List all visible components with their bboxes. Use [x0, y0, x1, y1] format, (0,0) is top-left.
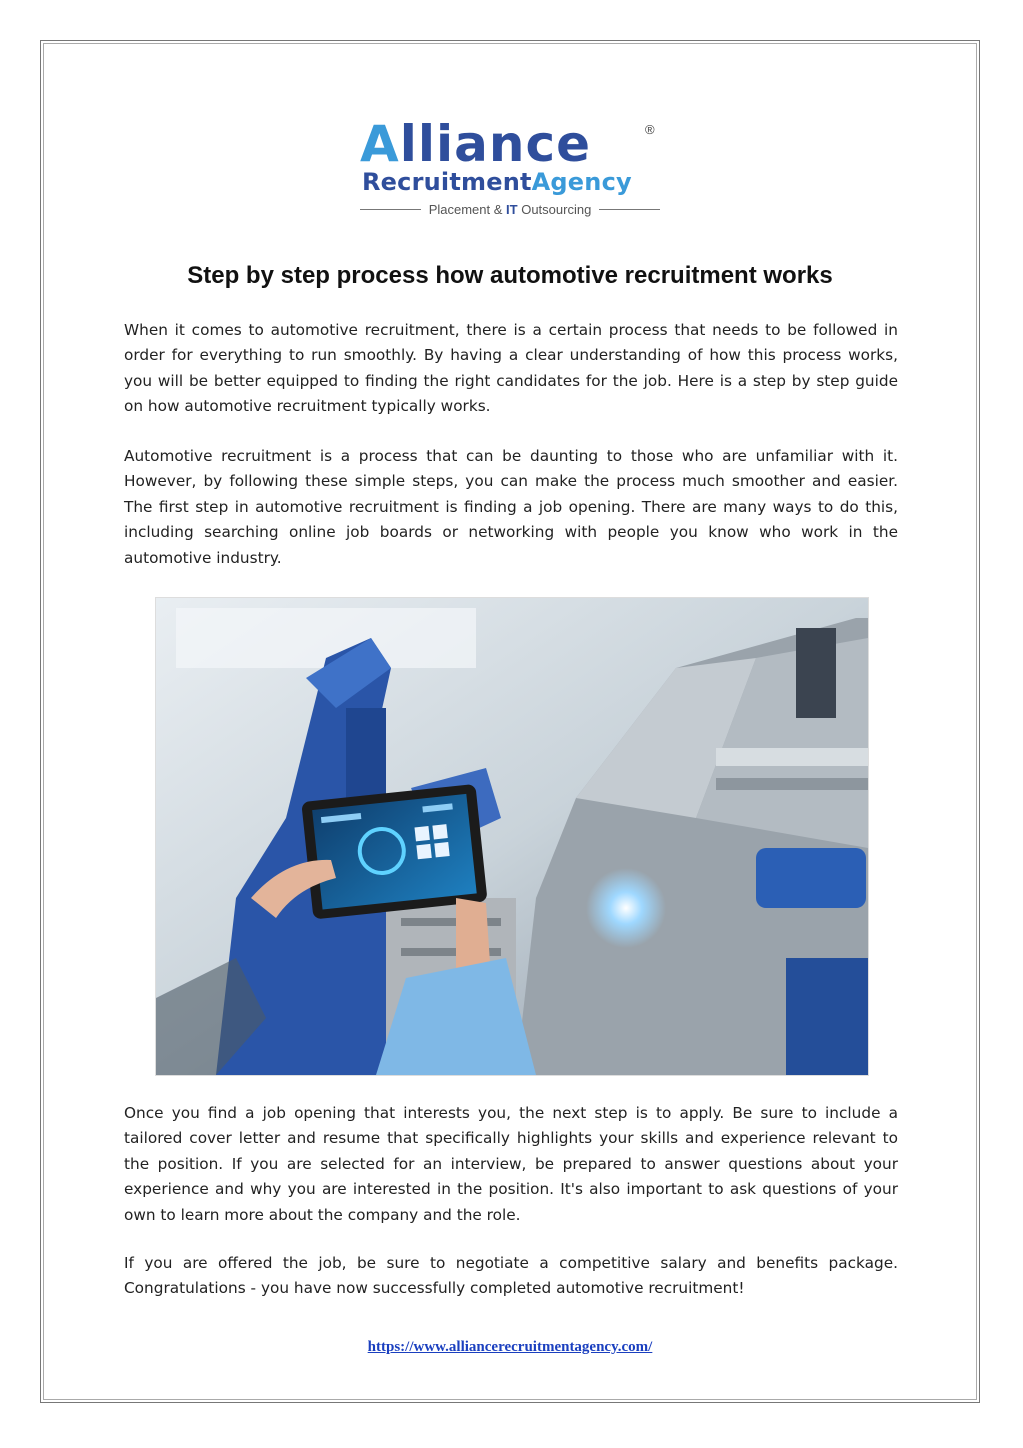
document-title: Step by step process how automotive recruitment works	[187, 262, 833, 289]
logo-alliance-word: Alliance	[360, 115, 592, 173]
tagline-rule-left	[360, 209, 421, 210]
company-logo	[360, 115, 665, 228]
paragraph-intro: When it comes to automotive recruitment, there is a certain process that needs to be followed in order for everything to run smoothly. By having a clear understanding of how this process works, you will be better equipped to finding the right candidates for the job. Here is a step by step guide on how automotive recruitment typically works.	[124, 321, 898, 416]
logo-recruitment-agency-word: RecruitmentAgency	[362, 168, 632, 196]
registered-mark: ®	[645, 122, 655, 137]
website-link[interactable]: https://www.alliancerecruitmentagency.com/	[367, 1339, 653, 1355]
paragraph-offer: If you are offered the job, be sure to negotiate a competitive salary and benefits package. Congratulations - you have now successfully completed automotive recruitment!	[124, 1254, 898, 1298]
paragraph-apply: Once you find a job opening that interests you, the next step is to apply. Be sure to include a tailored cover letter and resume that specifically highlights your skills and experience relevant to the position. If you are selected for an interview, be prepared to answer questions about your experience and why you are interested in the position. It's also important to ask questions of your own to learn more about the company and the role.	[124, 1104, 898, 1224]
paragraph-first-step: Automotive recruitment is a process that can be daunting to those who are unfamiliar with it. However, by following these simple steps, you can make the process much smoother and easier. The first step in automotive recruitment is finding a job opening. There are many ways to do this, including searching online job boards or networking with people you know who work in the automotive industry.	[124, 447, 898, 567]
factory-illustration	[156, 598, 868, 1075]
logo-tagline: Placement & IT Outsourcing	[360, 202, 660, 217]
tagline-rule-right	[599, 209, 660, 210]
automotive-robot-photo	[155, 597, 869, 1076]
